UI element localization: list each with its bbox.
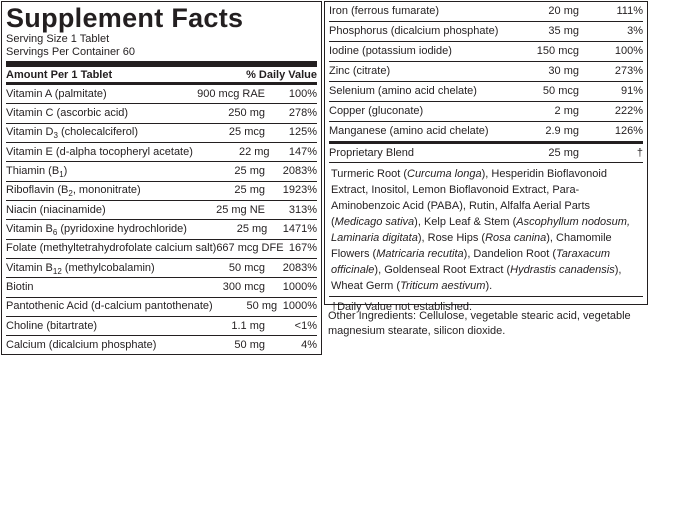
nutrient-name: Pantothenic Acid (d-calcium pantothenate) xyxy=(6,300,213,313)
nutrient-name: Copper (gluconate) xyxy=(329,105,424,117)
nutrient-name: Folate (methyltetrahydrofolate calcium salt) xyxy=(6,242,217,255)
nutrient-row xyxy=(329,102,643,122)
nutrient-amount: 25 mg xyxy=(234,165,265,178)
botanical-name: Triticum aestivum xyxy=(400,280,486,292)
nutrient-row xyxy=(6,240,317,259)
nutrient-amount: 50 mg xyxy=(234,339,265,352)
nutrient-daily-value: 91% xyxy=(620,85,643,97)
nutrient-amount: 2.9 mg xyxy=(545,125,579,137)
nutrient-row xyxy=(329,122,643,144)
nutrient-name: Calcium (dicalcium phosphate) xyxy=(6,339,157,352)
daily-value-footnote: †Daily Value not established. xyxy=(331,301,473,313)
botanical-name: Ascophyllum nodosum, Laminaria digitata xyxy=(331,216,631,244)
servings-per-container: Servings Per Container 60 xyxy=(6,46,136,58)
botanical-name: Taraxacum officinale xyxy=(331,248,610,276)
botanical-name: Medicago sativa xyxy=(334,216,415,228)
blend-dv: † xyxy=(636,146,643,159)
nutrient-daily-value: 147% xyxy=(288,145,317,158)
serving-size: Serving Size 1 Tablet xyxy=(6,33,110,45)
supplement-facts-panel-left xyxy=(1,1,322,355)
nutrient-amount: 25 mg xyxy=(236,223,268,236)
nutrient-row xyxy=(329,62,643,82)
nutrient-amount: 20 mg xyxy=(548,5,579,17)
amount-header: Amount Per 1 Tablet xyxy=(6,69,113,81)
nutrient-subscript: 12 xyxy=(52,266,62,276)
nutrient-name: Choline (bitartrate) xyxy=(6,319,98,332)
nutrient-amount: 50 mcg xyxy=(228,261,265,274)
nutrient-row xyxy=(6,201,317,220)
blend-ingredients: Turmeric Root (Curcuma longa), Hesperidin Bioflavonoid Extract, Inositol, Lemon Bioflavonoid Extract, Para-Aminobenzoic Acid (PABA), Rutin, Alfalfa Aerial Parts (Medicago sativa), Kelp Leaf & Stem (Ascophyllum nodosum, Laminaria digitata), Rose Hips (Rosa canina), Chamomile Flowers (Matricaria recutita), Dandelion Root (Taraxacum officinale), Goldenseal Root Extract (Hydrastis canadensis), Wheat Germ (Triticum aestivum). xyxy=(329,163,643,297)
nutrient-daily-value: 222% xyxy=(614,105,643,117)
nutrient-name: Vitamin $D_3$ (cholecalciferol) xyxy=(6,126,139,141)
nutrient-daily-value: 3% xyxy=(627,25,643,37)
nutrient-subscript: 3 xyxy=(53,131,58,141)
nutrient-row xyxy=(6,182,317,201)
botanical-name: Curcuma longa xyxy=(407,168,482,180)
nutrient-row xyxy=(6,124,317,143)
nutrient-name: Vitamin E (d-alpha tocopheryl acetate) xyxy=(6,145,193,158)
nutrient-amount: 50 mg xyxy=(246,300,278,313)
nutrient-row xyxy=(6,85,317,104)
nutrient-subscript: 2 xyxy=(68,189,73,199)
nutrient-name: Riboflavin ($B_2$, mononitrate) xyxy=(6,184,141,199)
nutrient-row xyxy=(6,104,317,123)
nutrient-daily-value: 167% xyxy=(288,242,317,255)
nutrient-daily-value: 126% xyxy=(614,125,643,137)
nutrient-daily-value: 273% xyxy=(614,65,643,77)
nutrient-name: Niacin (niacinamide) xyxy=(6,203,106,216)
nutrient-daily-value: 125% xyxy=(288,126,317,139)
nutrient-row xyxy=(6,143,317,162)
nutrient-name: Manganese (amino acid chelate) xyxy=(329,125,489,137)
nutrient-name: Iodine (potassium iodide) xyxy=(329,45,452,57)
nutrient-daily-value: 1000% xyxy=(282,300,317,313)
nutrient-row xyxy=(6,278,317,297)
nutrient-name: Biotin xyxy=(6,281,34,294)
nutrient-amount: 300 mcg xyxy=(222,281,265,294)
nutrient-name: Phosphorus (dicalcium phosphate) xyxy=(329,25,499,37)
nutrient-name: Selenium (amino acid chelate) xyxy=(329,85,477,97)
nutrient-row xyxy=(6,298,317,317)
nutrient-name: Iron (ferrous fumarate) xyxy=(329,5,440,17)
nutrient-row xyxy=(6,317,317,336)
nutrient-row xyxy=(329,2,643,22)
daily-value-header: % Daily Value xyxy=(246,69,317,81)
nutrient-daily-value: 100% xyxy=(288,87,317,100)
nutrient-daily-value: 4% xyxy=(301,339,317,352)
blend-name: Proprietary Blend xyxy=(329,146,414,159)
nutrient-amount: 900 mcg RAE xyxy=(197,87,265,100)
blend-amount: 25 mg xyxy=(548,146,579,159)
nutrient-daily-value: 1471% xyxy=(282,223,317,236)
nutrient-amount: 22 mg xyxy=(238,145,270,158)
nutrient-row xyxy=(6,162,317,181)
nutrient-daily-value: 1000% xyxy=(282,281,317,294)
proprietary-blend-row xyxy=(329,144,643,163)
nutrient-amount: 1.1 mg xyxy=(231,319,265,332)
nutrient-amount: 25 mcg xyxy=(228,126,265,139)
nutrient-amount: 30 mg xyxy=(548,65,579,77)
nutrient-daily-value: 2083% xyxy=(282,165,317,178)
nutrient-daily-value: 1923% xyxy=(282,184,317,197)
nutrient-amount: 25 mg NE xyxy=(216,203,265,216)
nutrient-amount: 150 mcg xyxy=(536,45,579,57)
nutrient-name: Vitamin $B_{12}$ (methylcobalamin) xyxy=(6,261,155,276)
nutrient-name: Thiamin $(B_1)$ xyxy=(6,165,68,180)
nutrient-amount: 250 mg xyxy=(228,107,265,120)
nutrient-list-left xyxy=(6,85,317,355)
nutrient-name: Vitamin $B_6$ (pyridoxine hydrochloride) xyxy=(6,223,187,238)
column-header xyxy=(6,67,317,82)
nutrient-daily-value: 100% xyxy=(614,45,643,57)
panel-title: Supplement Facts xyxy=(6,3,244,33)
nutrient-amount: 35 mg xyxy=(548,25,579,37)
nutrient-row xyxy=(6,259,317,278)
nutrient-row xyxy=(329,42,643,62)
nutrient-name: Vitamin C (ascorbic acid) xyxy=(6,107,129,120)
nutrient-daily-value: 2083% xyxy=(282,261,317,274)
nutrient-row xyxy=(6,336,317,354)
nutrient-amount: 50 mcg xyxy=(542,85,579,97)
other-ingredients: Other Ingredients: Cellulose, vegetable stearic acid, vegetable magnesium stearate, silicon dioxide. xyxy=(328,310,631,337)
nutrient-daily-value: <1% xyxy=(294,319,317,332)
supplement-facts-panel-right xyxy=(324,1,648,313)
nutrient-daily-value: 278% xyxy=(288,107,317,120)
nutrient-daily-value: 313% xyxy=(288,203,317,216)
nutrient-list-right xyxy=(329,2,643,144)
nutrient-name: Zinc (citrate) xyxy=(329,65,391,77)
nutrient-amount: 2 mg xyxy=(554,105,579,117)
botanical-name: Rosa canina xyxy=(485,232,547,244)
botanical-name: Matricaria recutita xyxy=(376,248,464,260)
nutrient-amount: 25 mg xyxy=(234,184,265,197)
nutrient-daily-value: 111% xyxy=(616,5,643,17)
nutrient-subscript: 1 xyxy=(59,170,64,180)
nutrient-row xyxy=(6,220,317,239)
nutrient-row xyxy=(329,22,643,42)
nutrient-name: Vitamin A (palmitate) xyxy=(6,87,107,100)
nutrient-subscript: 6 xyxy=(52,228,58,238)
botanical-name: Hydrastis canadensis xyxy=(510,264,615,276)
nutrient-amount: 667 mcg DFE xyxy=(216,242,284,255)
nutrient-row xyxy=(329,82,643,102)
